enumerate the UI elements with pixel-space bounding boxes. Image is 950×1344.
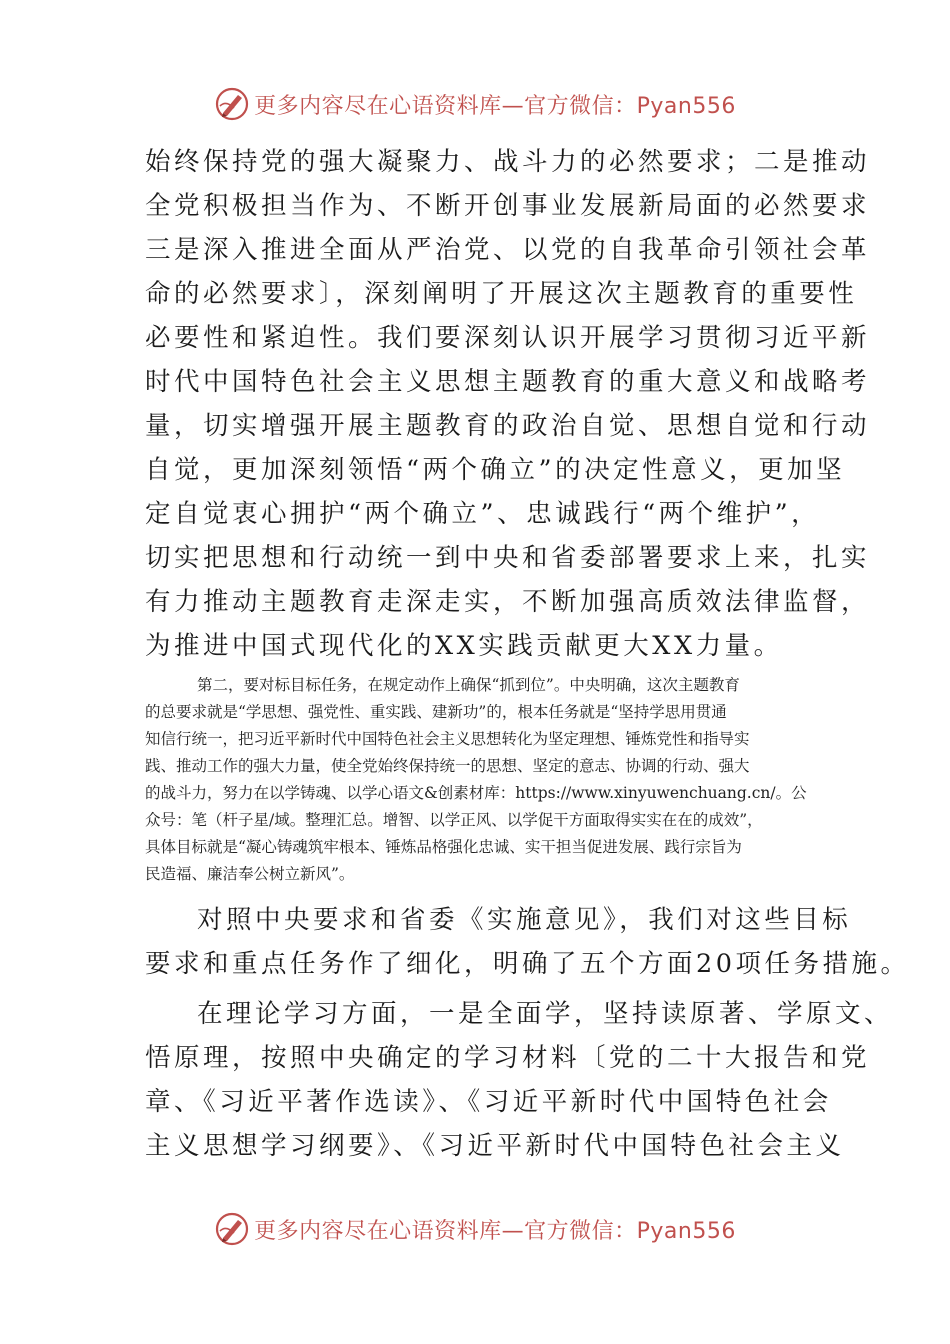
document-body <box>145 140 910 1168</box>
text-line: 切实把思想和行动统一到中央和省委部署要求上来，扎实 <box>145 543 871 573</box>
text-line: 命的必然要求〕，深刻阐明了开展这次主题教育的重要性 <box>145 279 858 309</box>
text-line: 主义思想学习纲要》、《习近平新时代中国特色社会主义 <box>145 1131 845 1161</box>
text-line: 为推进中国式现代化的XX实践贡献更大XX力量。 <box>145 631 783 661</box>
text-line: 的总要求就是“学思想、强党性、重实践、建新功”的，根本任务就是“坚持学思用贯通 <box>145 703 727 721</box>
text-line: 自觉，更加深刻领悟“两个确立”的决定性意义，更加坚 <box>145 455 846 485</box>
text-line: 全党积极担当作为、不断开创事业发展新局面的必然要求 <box>145 191 871 221</box>
text-line: 众号：笔（杆子星/域。整理汇总。增智、以学正风、以学促干方面取得实实在在的成效”， <box>145 811 763 829</box>
paragraph-3 <box>145 898 910 986</box>
text-line: 对照中央要求和省委《实施意见》，我们对这些目标 <box>197 905 852 935</box>
text-line: 时代中国特色社会主义思想主题教育的重大意义和战略考 <box>145 367 871 397</box>
text-line: 第二，要对标目标任务，在规定动作上确保“抓到位”。中央明确，这次主题教育 <box>197 676 740 694</box>
text-line: 悟原理，按照中央确定的学习材料〔党的二十大报告和党 <box>145 1043 871 1073</box>
text-line: 章、《习近平著作选读》、《习近平新时代中国特色社会 <box>145 1087 832 1117</box>
paragraph-1 <box>145 140 871 668</box>
text-line: 民造福、廉洁奉公树立新风”。 <box>145 865 355 883</box>
text-line: 始终保持党的强大凝聚力、战斗力的必然要求；二是推动 <box>145 147 871 177</box>
header-banner-text: 更多内容尽在心语资料库—官方微信：Pyan556 <box>254 93 736 119</box>
pen-logo-icon <box>214 1211 250 1247</box>
text-line: 三是深入推进全面从严治党、以党的自我革命引领社会革 <box>145 235 871 265</box>
header-banner <box>0 84 950 124</box>
text-line: 的战斗力，努力在以学铸魂、以学心语文&创素材库：https://www.xinyuwenchuang.cn/。公 <box>145 784 807 802</box>
text-line: 量，切实增强开展主题教育的政治自觉、思想自觉和行动 <box>145 411 871 441</box>
text-line: 具体目标就是“凝心铸魂筑牢根本、锤炼品格强化忠诚、实干担当促进发展、践行宗旨为 <box>145 838 742 856</box>
text-line: 在理论学习方面，一是全面学，坚持读原著、学原文、 <box>197 999 894 1029</box>
text-line: 践、推动工作的强大力量，使全党始终保持统一的思想、坚定的意志、协调的行动、强大 <box>145 757 750 775</box>
text-line: 必要性和紧迫性。我们要深刻认识开展学习贯彻习近平新 <box>145 323 871 353</box>
paragraph-4 <box>145 992 894 1168</box>
text-line: 知信行统一，把习近平新时代中国特色社会主义思想转化为坚定理想、锤炼党性和指导实 <box>145 730 750 748</box>
footer-banner <box>0 1209 950 1249</box>
footer-banner-text: 更多内容尽在心语资料库—官方微信：Pyan556 <box>254 1218 736 1244</box>
paragraph-2 <box>145 672 825 888</box>
text-line: 有力推动主题教育走深走实，不断加强高质效法律监督， <box>145 587 871 617</box>
pen-logo-icon <box>214 86 250 122</box>
text-line: 要求和重点任务作了细化，明确了五个方面20项任务措施。 <box>145 949 910 979</box>
text-line: 定自觉衷心拥护“两个确立”、忠诚践行“两个维护”， <box>145 499 821 529</box>
